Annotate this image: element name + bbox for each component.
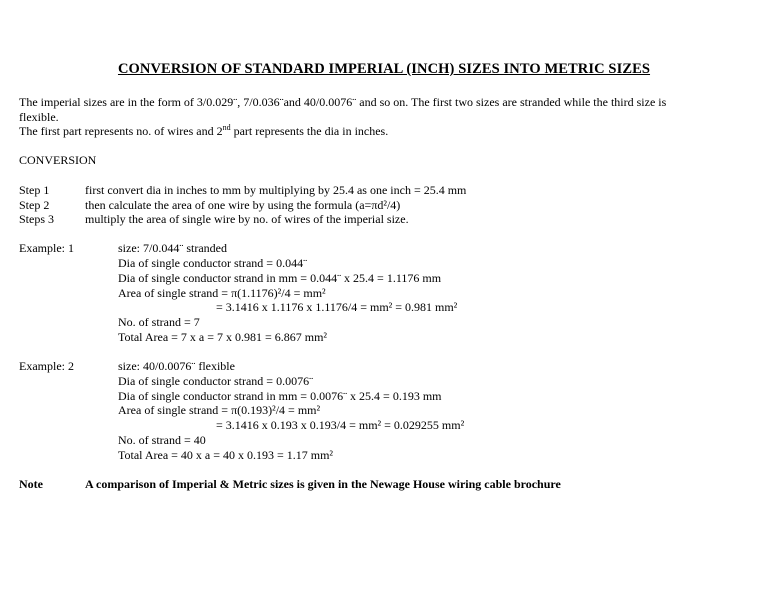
example-2-line: Dia of single conductor strand in mm = 0.0076¨ x 25.4 = 0.193 mm: [118, 389, 442, 403]
example-1-line: Total Area = 7 x a = 7 x 0.981 = 6.867 mm²: [118, 330, 328, 344]
document-title: CONVERSION OF STANDARD IMPERIAL (INCH) SIZES INTO METRIC SIZES: [117, 61, 651, 77]
example-2-line: Total Area = 40 x a = 40 x 0.193 = 1.17 mm²: [118, 448, 334, 462]
intro-line-1: The imperial sizes are in the form of 3/0.029¨, 7/0.036¨and 40/0.0076¨ and so on. The first two sizes are stranded while the third size is: [19, 95, 667, 109]
example-1-line: Dia of single conductor strand in mm = 0.044¨ x 25.4 = 1.1176 mm: [118, 271, 442, 285]
step-1-label: Step 1: [19, 183, 50, 197]
step-1-text: first convert dia in inches to mm by multiplying by 25.4 as one inch = 25.4 mm: [85, 183, 467, 197]
step-3-label: Steps 3: [19, 212, 55, 226]
example-2-continuation: = 3.1416 x 0.193 x 0.193/4 = mm² = 0.029255 mm²: [216, 418, 465, 432]
note-label: Note: [19, 477, 43, 491]
example-2-line: size: 40/0.0076¨ flexible: [118, 359, 235, 373]
example-2-line: Dia of single conductor strand = 0.0076¨: [118, 374, 314, 388]
example-1-continuation: = 3.1416 x 1.1176 x 1.1176/4 = mm² = 0.981 mm²: [216, 300, 458, 314]
conversion-heading: CONVERSION: [19, 153, 97, 167]
step-2-label: Step 2: [19, 198, 50, 212]
example-1-line: No. of strand = 7: [118, 315, 200, 329]
example-1-line: Dia of single conductor strand = 0.044¨: [118, 256, 308, 270]
intro-line-3-superscript: nd: [222, 123, 231, 132]
step-3-text: multiply the area of single wire by no. of wires of the imperial size.: [85, 212, 409, 226]
intro-line-3-pre: The first part represents no. of wires and 2: [19, 124, 223, 138]
intro-line-2: flexible.: [19, 110, 59, 124]
example-1-line: size: 7/0.044¨ stranded: [118, 241, 227, 255]
example-2-label: Example: 2: [19, 359, 74, 373]
step-2-text: then calculate the area of one wire by using the formula (a=πd²/4): [85, 198, 401, 212]
example-1-label: Example: 1: [19, 241, 74, 255]
example-1-line: Area of single strand = π(1.1176)²/4 = mm²: [118, 286, 326, 300]
note-text: A comparison of Imperial & Metric sizes is given in the Newage House wiring cable brochure: [85, 477, 561, 491]
intro-line-3-post: part represents the dia in inches.: [230, 124, 389, 138]
example-2-line: No. of strand = 40: [118, 433, 206, 447]
example-2-line: Area of single strand = π(0.193)²/4 = mm²: [118, 403, 321, 417]
intro-line-3: [19, 124, 388, 139]
